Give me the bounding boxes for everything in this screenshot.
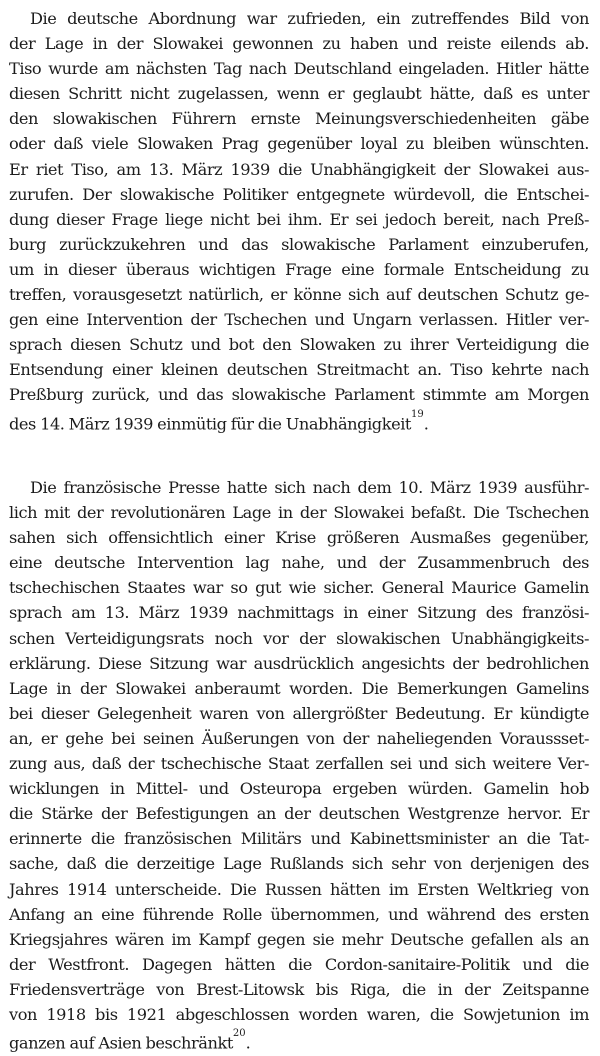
text-line: Friedensverträge von Brest-Litowsk bis Riga, die in der Zeitspanne — [9, 979, 589, 999]
text-line: der Lage in der Slowakei gewonnen zu haben und reiste eilends ab. — [9, 34, 589, 54]
text-line: diesen Schritt nicht zugelassen, wenn er geglaubt hätte, daß es unter — [9, 84, 589, 104]
text-line: Jahres 1914 unterscheide. Die Russen hätten im Ersten Weltkrieg von — [9, 879, 589, 899]
text-line: Entsendung einer kleinen deutschen Streitmacht an. Tiso kehrte nach — [9, 360, 589, 380]
text-line: Lage in der Slowakei anberaumt worden. Die Bemerkungen Gamelins — [9, 678, 589, 698]
paragraph-2 — [9, 475, 589, 1052]
text-line: Preßburg zurück, und das slowakische Parlament stimmte am Morgen — [9, 385, 589, 405]
text-line: treffen, vorausgesetzt natürlich, er könne sich auf deutschen Schutz ge- — [9, 285, 589, 305]
text-line: an, er gehe bei seinen Äußerungen von der naheliegenden Voraussset- — [9, 728, 589, 748]
text-line-content: des 14. März 1939 einmütig für die Unabhängigkeit — [9, 413, 411, 433]
text-line: die Stärke der Befestigungen an der deutschen Westgrenze hervor. Er — [9, 804, 589, 824]
text-line: zung aus, daß der tschechische Staat zerfallen sei und sich weitere Ver- — [9, 754, 589, 774]
text-line: burg zurückzukehren und das slowakische Parlament einzuberufen, — [9, 234, 589, 254]
text-line: oder daß viele Slowaken Prag gegenüber loyal zu bleiben wünschten. — [9, 134, 589, 154]
text-line: Er riet Tiso, am 13. März 1939 die Unabhängigkeit der Slowakei aus- — [9, 159, 589, 179]
text-line: Kriegsjahres wären im Kampf gegen sie mehr Deutsche gefallen als an — [9, 929, 589, 949]
text-line: sahen sich offensichtlich einer Krise größeren Ausmaßes gegenüber, — [9, 528, 589, 548]
text-line: sprach am 13. März 1939 nachmittags in einer Sitzung des französi- — [9, 603, 589, 623]
text-line-last — [9, 1027, 589, 1052]
line-end-punctuation: . — [245, 1033, 251, 1053]
text-line: dung dieser Frage liege nicht bei ihm. Er sei jedoch bereit, nach Preß- — [9, 209, 589, 229]
text-line: um in dieser überaus wichtigen Frage eine formale Entscheidung zu — [9, 259, 589, 279]
text-line: bei dieser Gelegenheit waren von allergrößter Bedeutung. Er kündigte — [9, 703, 589, 723]
paragraph-1 — [9, 6, 589, 433]
text-line: gen eine Intervention der Tschechen und Ungarn verlassen. Hitler ver- — [9, 310, 589, 330]
footnote-ref-19[interactable]: 19 — [410, 408, 424, 420]
text-line: erinnerte die französischen Militärs und Kabinettsminister an die Tat- — [9, 829, 589, 849]
text-line: eine deutsche Intervention lag nahe, und der Zusammenbruch des — [9, 553, 589, 573]
text-line: der Westfront. Dagegen hätten die Cordon-sanitaire-Politik und die — [9, 954, 589, 974]
line-end-punctuation: . — [423, 413, 429, 433]
text-line: sprach diesen Schutz und bot den Slowaken zu ihrer Verteidigung die — [9, 335, 589, 355]
text-line: Die französische Presse hatte sich nach dem 10. März 1939 ausführ- — [30, 478, 589, 497]
text-line: Die deutsche Abordnung war zufrieden, ein zutreffendes Bild von — [30, 9, 589, 28]
text-line: den slowakischen Führern ernste Meinungsverschiedenheiten gäbe — [9, 109, 589, 129]
text-line: von 1918 bis 1921 abgeschlossen worden waren, die Sowjetunion im — [9, 1004, 589, 1024]
text-line: Tiso wurde am nächsten Tag nach Deutschland eingeladen. Hitler hätte — [9, 59, 589, 79]
text-line: zurufen. Der slowakische Politiker entgegnete würdevoll, die Entschei- — [9, 184, 589, 204]
text-line: erklärung. Diese Sitzung war ausdrücklich angesichts der bedrohlichen — [9, 653, 589, 673]
text-line: Anfang an eine führende Rolle übernommen, und während des ersten — [9, 904, 589, 924]
text-line-content: ganzen auf Asien beschränkt — [9, 1033, 233, 1053]
text-line: wicklungen in Mittel- und Osteuropa ergeben würden. Gamelin hob — [9, 779, 589, 799]
text-line: tschechischen Staates war so gut wie sicher. General Maurice Gamelin — [9, 578, 589, 598]
text-line: lich mit der revolutionären Lage in der Slowakei befaßt. Die Tschechen — [9, 503, 589, 523]
text-line: schen Verteidigungsrats noch vor der slowakischen Unabhängigkeits- — [9, 628, 589, 648]
footnote-ref-20[interactable]: 20 — [232, 1028, 246, 1040]
text-line: sache, daß die derzeitige Lage Rußlands sich sehr von derjenigen des — [9, 854, 589, 874]
text-line-last — [9, 408, 589, 433]
